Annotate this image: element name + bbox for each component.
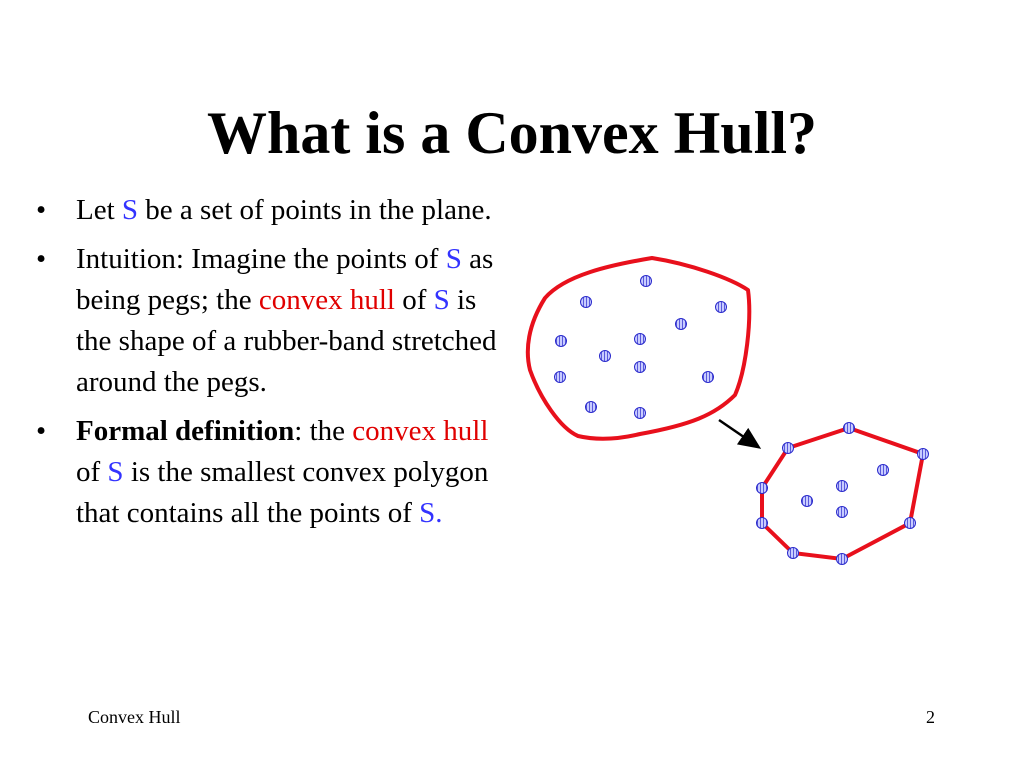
bullet-text: is the smallest convex polygon that contains all the points of xyxy=(76,456,489,529)
peg xyxy=(555,372,566,383)
peg xyxy=(837,481,848,492)
bullet-text: of xyxy=(394,284,434,316)
peg xyxy=(837,554,848,565)
bullet-text: : the xyxy=(294,415,353,447)
set-symbol-s: S xyxy=(445,243,462,275)
peg xyxy=(757,483,768,494)
peg xyxy=(635,362,646,373)
bullet-text: Let xyxy=(76,194,122,226)
bullet-text: Intuition: Imagine the points of xyxy=(76,243,446,275)
left-peg-set xyxy=(555,276,727,419)
transform-arrow xyxy=(719,420,757,446)
bullet-text: as being pegs; the xyxy=(76,243,494,316)
set-symbol-s: S xyxy=(433,284,450,316)
bullet-marker: • xyxy=(36,243,47,275)
peg xyxy=(837,507,848,518)
set-symbol-s: S xyxy=(121,194,139,226)
set-symbol-s: S xyxy=(107,456,124,488)
peg xyxy=(635,408,646,419)
set-symbol-s: S. xyxy=(419,497,443,529)
slide-title: What is a Convex Hull? xyxy=(206,100,818,166)
peg xyxy=(783,443,794,454)
bullet-marker: • xyxy=(36,194,47,226)
bullet-text: is the shape of a rubber-band stretched around the pegs. xyxy=(76,284,497,398)
bullet-text: of xyxy=(76,456,108,488)
peg xyxy=(716,302,727,313)
page-number: 2 xyxy=(926,707,935,727)
peg xyxy=(703,372,714,383)
peg xyxy=(586,402,597,413)
peg xyxy=(600,351,611,362)
peg xyxy=(641,276,652,287)
peg xyxy=(802,496,813,507)
peg xyxy=(556,336,567,347)
peg xyxy=(878,465,889,476)
bullet-text: be a set of points in the plane. xyxy=(138,194,492,226)
convex-hull-term: convex hull xyxy=(352,415,489,447)
convex-hull-term: convex hull xyxy=(258,284,395,316)
peg xyxy=(757,518,768,529)
peg xyxy=(635,334,646,345)
footer-title: Convex Hull xyxy=(88,707,181,727)
bullet-marker: • xyxy=(36,415,47,447)
peg xyxy=(788,548,799,559)
peg xyxy=(905,518,916,529)
formal-definition-label: Formal definition xyxy=(76,415,295,447)
peg xyxy=(918,449,929,460)
peg xyxy=(844,423,855,434)
peg xyxy=(581,297,592,308)
peg xyxy=(676,319,687,330)
